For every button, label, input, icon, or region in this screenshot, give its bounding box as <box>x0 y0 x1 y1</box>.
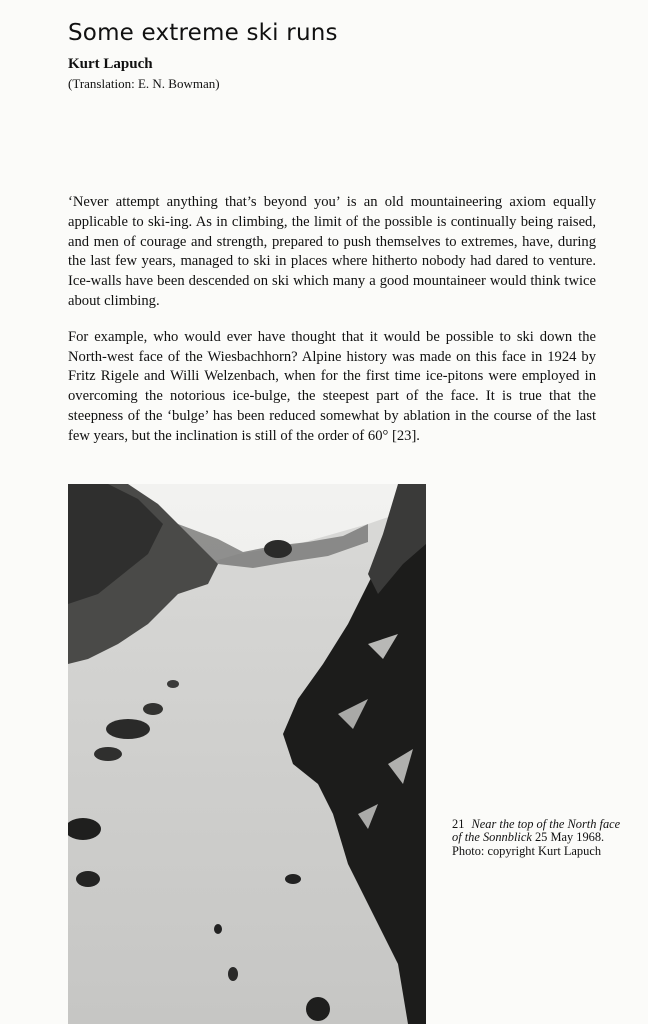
caption-italic-text: Near the top of the North face of the Sonnblick <box>452 817 621 845</box>
article-body <box>68 193 596 463</box>
body-paragraph-2: For example, who would ever have thought that it would be possible to ski down the North-west face of the Wiesbachhorn? Alpine history was made on this face in 1924 by Fritz Rigele and Willi Welzenbach, when for the first time ice-pitons were employed in overcoming the notorious ice-bulge, the steepest part of the face. It is true that the steepness of the ‘bulge’ has been reduced somewhat by ablation in the course of the last few years, but the inclination is still of the order of 60° [23]. <box>68 328 596 444</box>
figure-caption <box>452 818 632 858</box>
article-title: Some extreme ski runs <box>68 20 338 46</box>
author-name: Kurt Lapuch <box>68 56 153 72</box>
mountain-photo <box>68 484 426 1024</box>
translation-credit: (Translation: E. N. Bowman) <box>68 76 220 91</box>
caption-plain-text: 25 May 1968. Photo: copyright Kurt Lapuch <box>452 830 605 858</box>
figure-number: 21 <box>452 817 465 831</box>
body-paragraph-1: ‘Never attempt anything that’s beyond you’ is an old mountaineering axiom equally applicable to ski-ing. As in climbing, the limit of the possible is continually being raised, and men of courage and strength, prepared to push themselves to extremes, have, during the last few years, managed to ski in places where hitherto nobody had dared to venture. Ice-walls have been descended on ski which many a good mountaineer would think twice about climbing. <box>68 194 596 309</box>
